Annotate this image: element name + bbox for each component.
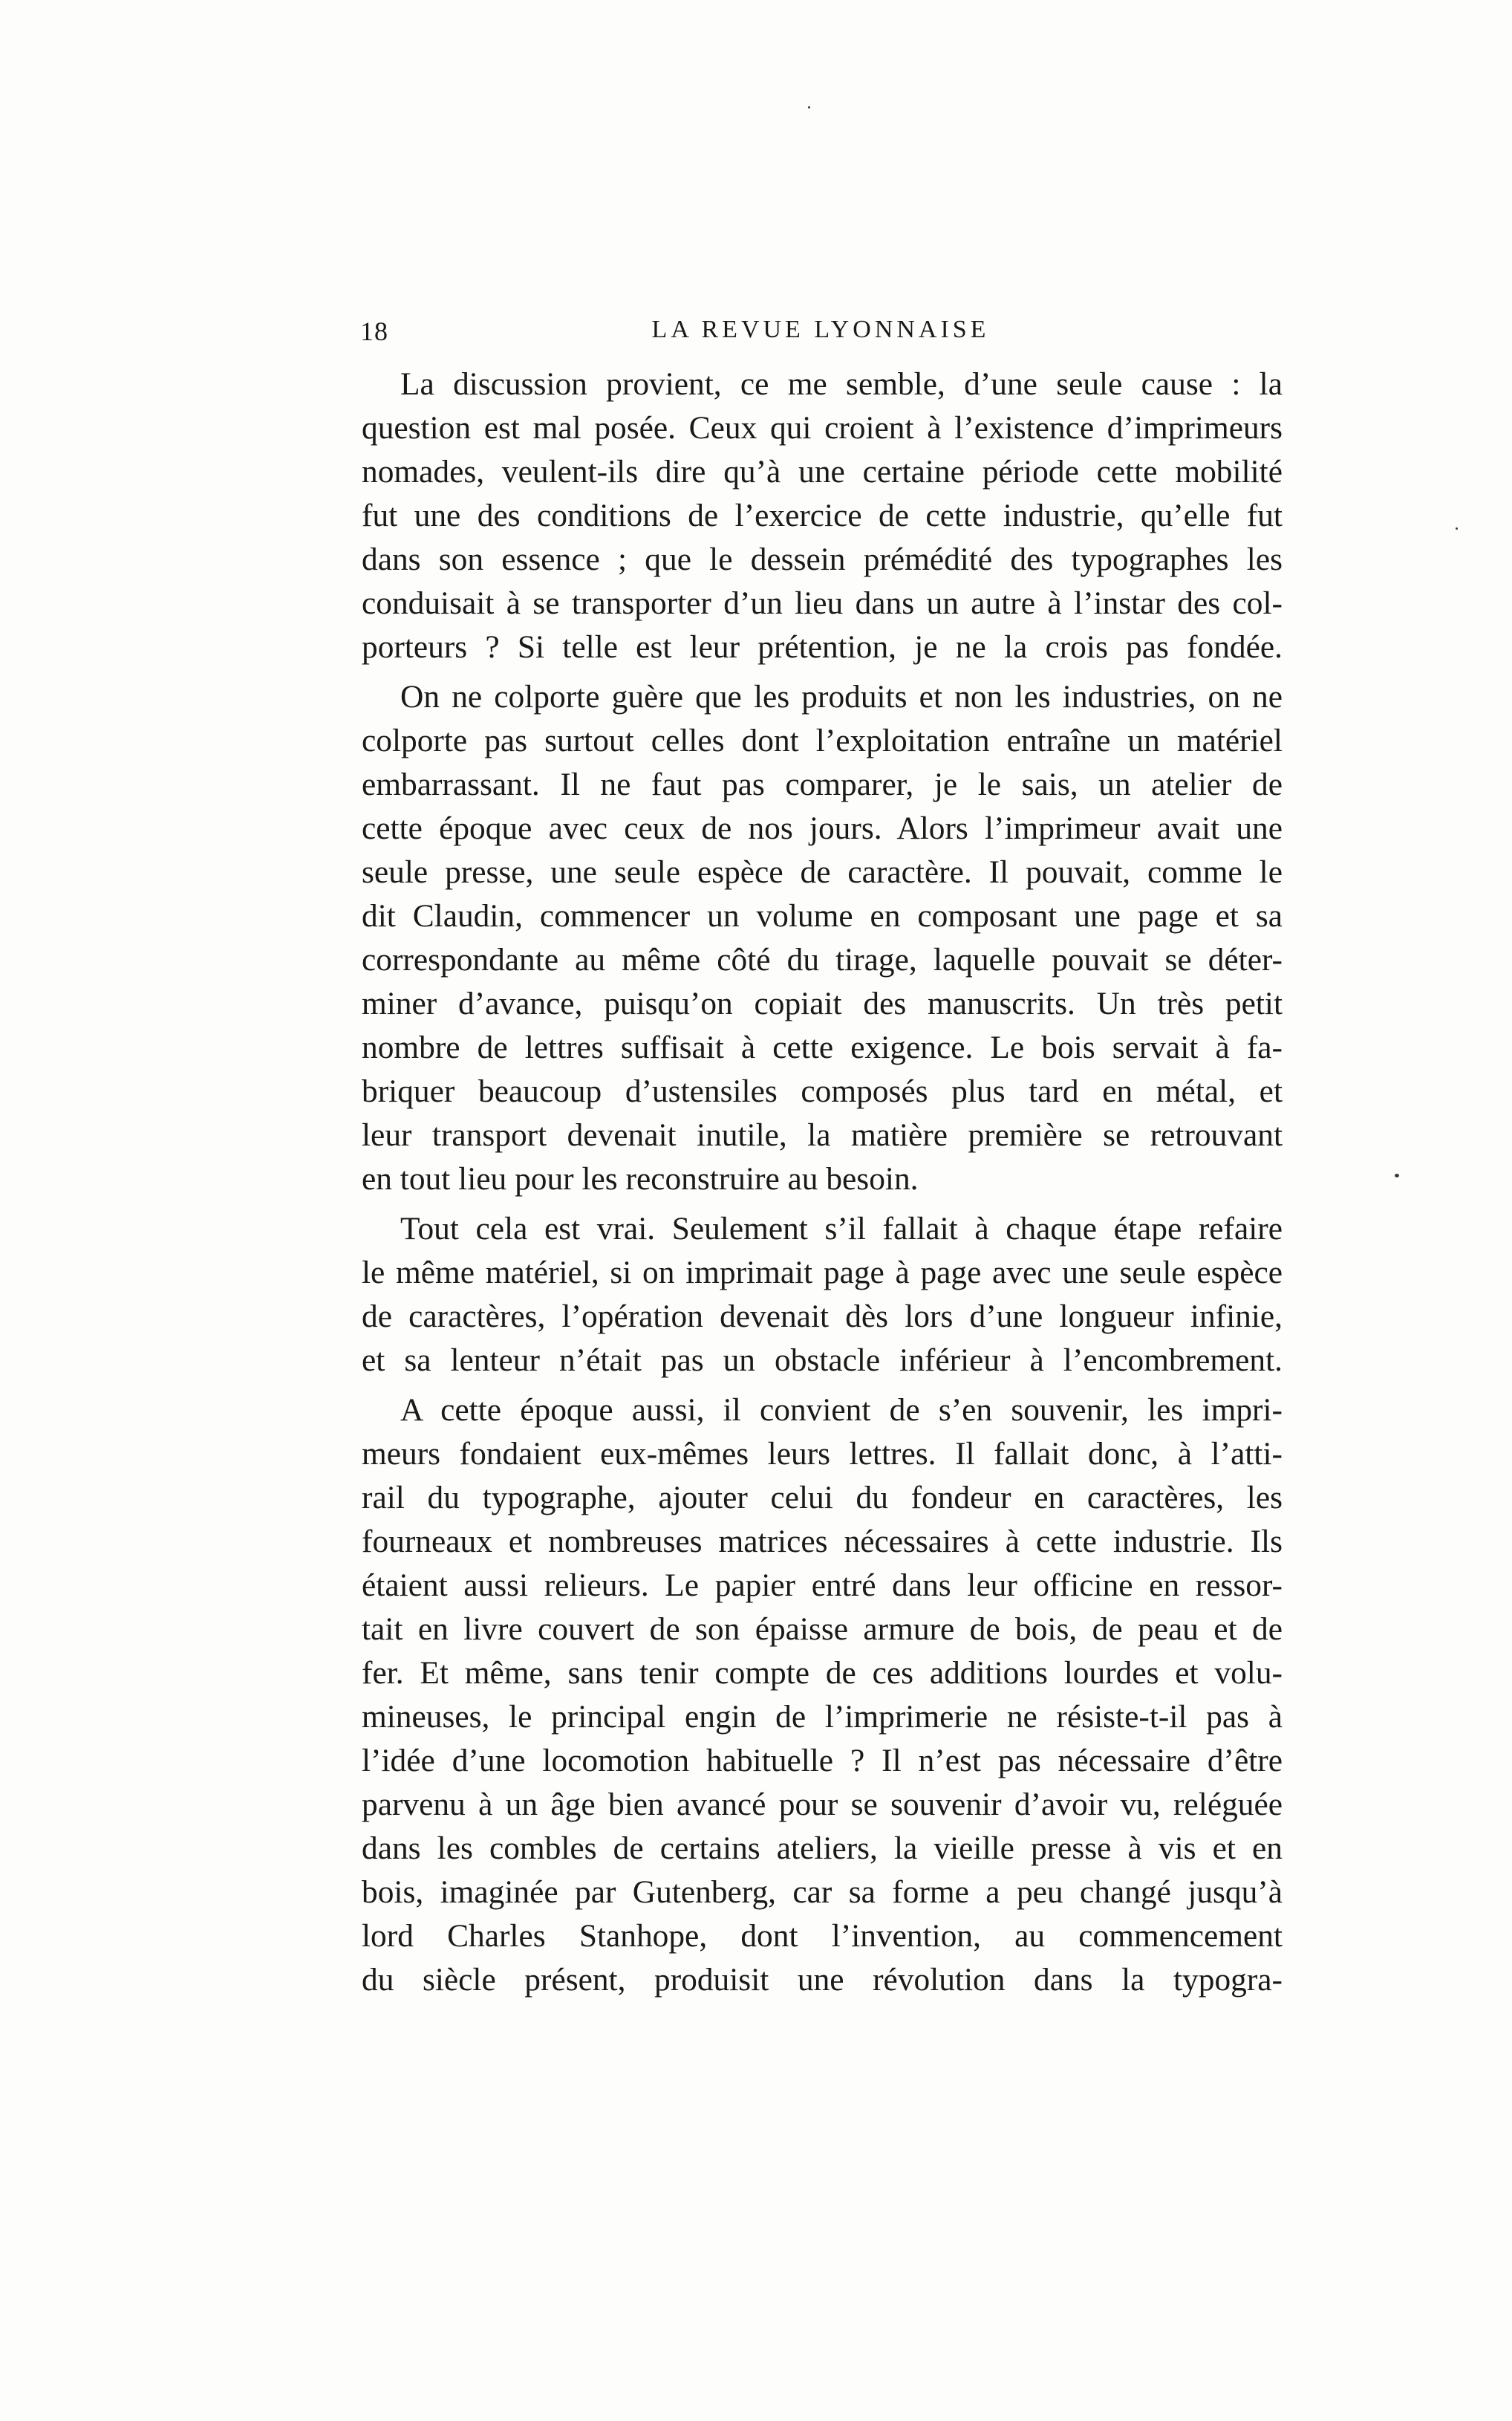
print-speck (1395, 1174, 1399, 1177)
text-line: On ne colporte guère que les produits et non les industries, on ne (400, 679, 1283, 715)
text-line: de caractères, l’opération devenait dès lors d’une longueur infinie, (362, 1299, 1283, 1334)
text-line: parvenu à un âge bien avancé pour se souvenir d’avoir vu, reléguée (362, 1787, 1283, 1822)
text-line: miner d’avance, puisqu’on copiait des manuscrits. Un très petit (362, 986, 1283, 1021)
running-title: LA REVUE LYONNAISE (651, 316, 990, 343)
text-line: dans les combles de certains ateliers, la vieille presse à vis et en (362, 1830, 1283, 1866)
page-number: 18 (360, 316, 388, 346)
text-line: tait en livre couvert de son épaisse armure de bois, de peau et de (362, 1611, 1283, 1647)
text-line: meurs fondaient eux-mêmes leurs lettres. Il fallait donc, à l’atti- (362, 1436, 1283, 1472)
text-line: colporte pas surtout celles dont l’exploitation entraîne un matériel (362, 723, 1283, 758)
text-line: mineuses, le principal engin de l’imprimerie ne résiste-t-il pas à (362, 1699, 1283, 1735)
text-line: leur transport devenait inutile, la matière première se retrouvant (362, 1117, 1283, 1153)
text-line: briquer beaucoup d’ustensiles composés plus tard en métal, et (362, 1073, 1283, 1109)
text-line: fourneaux et nombreuses matrices nécessaires à cette industrie. Ils (362, 1524, 1283, 1559)
text-line: A cette époque aussi, il convient de s’en souvenir, les impri- (400, 1392, 1283, 1428)
text-line: La discussion provient, ce me semble, d’une seule cause : la (400, 366, 1283, 402)
text-line: correspondante au même côté du tirage, laquelle pouvait se déter- (362, 942, 1283, 978)
text-line: Tout cela est vrai. Seulement s’il fallait à chaque étape refaire (400, 1211, 1283, 1247)
text-line: porteurs ? Si telle est leur prétention, je ne la crois pas fondée. (362, 629, 1283, 665)
text-line: en tout lieu pour les reconstruire au besoin. (362, 1161, 919, 1197)
text-line: le même matériel, si on imprimait page à page avec une seule espèce (362, 1255, 1283, 1290)
text-line: bois, imaginée par Gutenberg, car sa forme a peu changé jusqu’à (362, 1874, 1283, 1910)
paragraph-1 (362, 363, 1283, 669)
text-line: question est mal posée. Ceux qui croient à l’existence d’imprimeurs (362, 410, 1283, 446)
paragraph-4 (362, 1388, 1283, 2002)
text-line: rail du typographe, ajouter celui du fondeur en caractères, les (362, 1480, 1283, 1515)
text-line: fer. Et même, sans tenir compte de ces additions lourdes et volu- (362, 1655, 1283, 1691)
text-line: du siècle présent, produisit une révolution dans la typogra- (362, 1962, 1283, 1998)
text-line: lord Charles Stanhope, dont l’invention, au commencement (362, 1918, 1283, 1954)
print-speck (808, 106, 810, 108)
paragraph-2 (362, 675, 1283, 1201)
text-line: conduisait à se transporter d’un lieu dans un autre à l’instar des col- (362, 585, 1283, 621)
text-line: dans son essence ; que le dessein prémédité des typographes les (362, 542, 1283, 577)
paragraph-3 (362, 1207, 1283, 1382)
text-line: embarrassant. Il ne faut pas comparer, je le sais, un atelier de (362, 767, 1283, 802)
body-text (362, 363, 1283, 2002)
text-line: l’idée d’une locomotion habituelle ? Il n’est pas nécessaire d’être (362, 1743, 1283, 1778)
page-header (360, 316, 1281, 353)
text-line: nomades, veulent-ils dire qu’à une certaine période cette mobilité (362, 454, 1283, 490)
text-line: fut une des conditions de l’exercice de cette industrie, qu’elle fut (362, 498, 1283, 533)
text-line: et sa lenteur n’était pas un obstacle inférieur à l’encombrement. (362, 1342, 1283, 1378)
text-line: étaient aussi relieurs. Le papier entré dans leur officine en ressor- (362, 1567, 1283, 1603)
text-line: cette époque avec ceux de nos jours. Alors l’imprimeur avait une (362, 810, 1283, 846)
text-line: seule presse, une seule espèce de caractère. Il pouvait, comme le (362, 854, 1283, 890)
print-speck (1456, 527, 1458, 530)
text-line: dit Claudin, commencer un volume en composant une page et sa (362, 898, 1283, 934)
text-line: nombre de lettres suffisait à cette exigence. Le bois servait à fa- (362, 1030, 1283, 1065)
